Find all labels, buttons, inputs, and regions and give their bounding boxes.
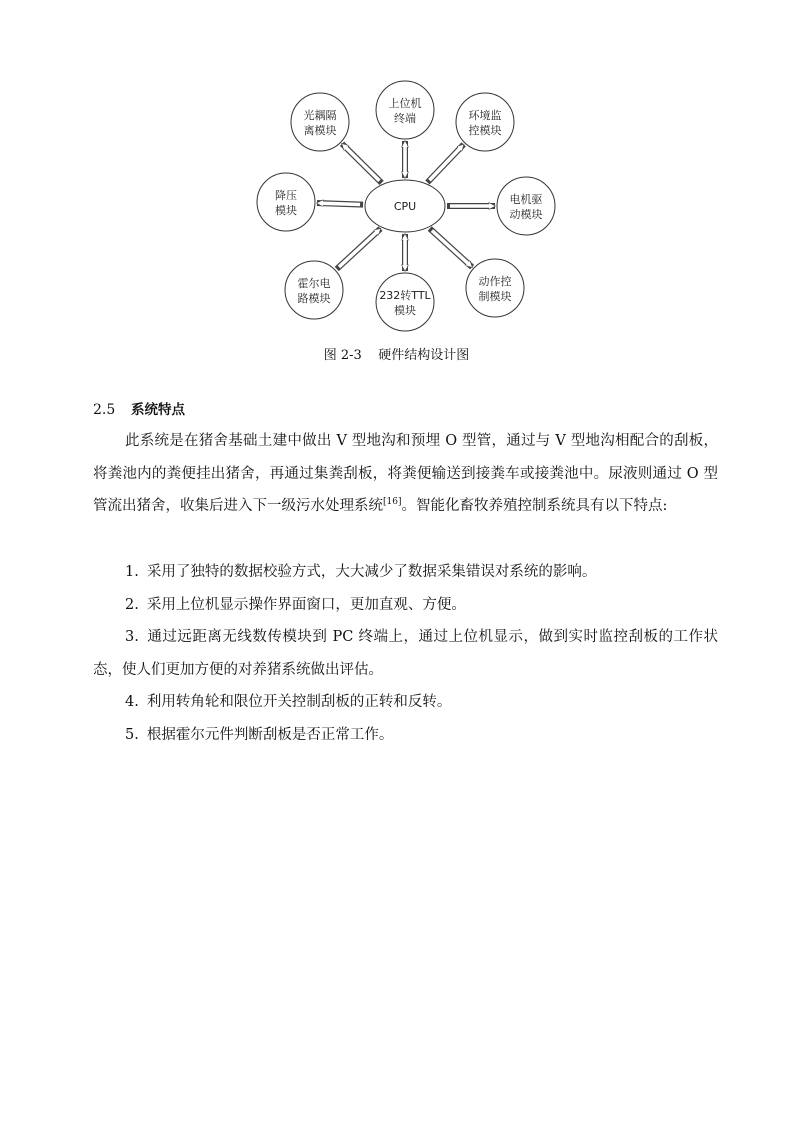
list-item-number: 5. (125, 726, 139, 743)
list-item-number: 1. (125, 564, 139, 580)
paragraph-text-2: 。智能化畜牧养殖控制系统具有以下特点: (401, 498, 668, 514)
body-paragraph (93, 425, 718, 523)
list-item-text: 根据霍尔元件判断刮板是否正常工作。 (146, 726, 394, 743)
node-step-label-2: 模块 (275, 204, 297, 217)
node-step (257, 173, 315, 231)
node-pc-label-2: 终端 (394, 112, 416, 125)
node-ttl (376, 273, 434, 331)
node-ttl-label-1: 232转TTL (379, 289, 431, 302)
node-pc (376, 81, 434, 139)
list-item-number: 3. (125, 629, 139, 645)
arrow-inner-opto (344, 146, 379, 181)
arrow-inner-step (320, 203, 360, 204)
node-action-label-1: 动作控 (478, 275, 512, 288)
node-step-label-1: 降压 (275, 189, 297, 202)
arrow-inner-hall (339, 231, 378, 267)
node-ttl-label-2: 模块 (394, 304, 416, 317)
node-env-label-2: 控模块 (468, 124, 502, 137)
arrow-inner-env (430, 147, 462, 181)
figure-caption: 图 2-3 硬件结构设计图 (323, 348, 470, 363)
node-motor (497, 177, 555, 235)
list-item (93, 686, 718, 719)
node-action-label-2: 制模块 (478, 290, 512, 303)
node-pc-label-1: 上位机 (388, 97, 422, 110)
section-heading (93, 398, 185, 418)
feature-list (93, 556, 718, 751)
citation-ref: [16] (383, 497, 402, 508)
node-hall (285, 261, 343, 319)
arrow-inner-action (432, 231, 470, 266)
node-hall-label-2: 路模块 (297, 292, 331, 305)
list-item-number: 2. (125, 596, 139, 613)
node-hall-label-1: 霍尔电 (297, 277, 331, 290)
node-env (456, 93, 514, 151)
list-item-text: 采用了独特的数据校验方式，大大减少了数据采集错误对系统的影响。 (146, 564, 597, 580)
list-item-text: 采用上位机显示操作界面窗口，更加直观、方便。 (146, 596, 466, 613)
node-opto-label-1: 光耦隔 (303, 109, 337, 122)
hardware-structure-diagram (0, 0, 793, 340)
node-opto (291, 93, 349, 151)
section-title: 系统特点 (131, 402, 185, 418)
list-item (93, 589, 718, 622)
node-opto-label-2: 离模块 (303, 124, 337, 137)
node-env-label-1: 环境监 (468, 109, 502, 122)
section-number: 2.5 (93, 402, 116, 418)
list-item (93, 556, 718, 589)
list-item-text: 利用转角轮和限位开关控制刮板的正转和反转。 (146, 694, 452, 710)
list-item (93, 719, 718, 752)
paragraph-text-1: 此系统是在猪舍基础土建中做出 V 型地沟和预埋 O 型管，通过与 V 型地沟相配合的刮板，将粪池内的粪便挂出猪舍，再通过集粪刮板，将粪便输送到接粪车或接粪池中。尿液则通过 O 型管流出猪舍，收集后进入下一级污水处理系统 (93, 433, 718, 514)
node-action (466, 259, 524, 317)
list-item-text: 通过远距离无线数传模块到 PC 终端上，通过上位机显示，做到实时监控刮板的工作状态，使人们更加方便的对养猪系统做出评估。 (93, 629, 718, 678)
cpu-label: CPU (393, 200, 417, 213)
node-motor-label-2: 动模块 (509, 208, 543, 221)
node-motor-label-1: 电机驱 (509, 193, 543, 206)
list-item (93, 621, 718, 686)
list-item-number: 4. (125, 694, 139, 710)
